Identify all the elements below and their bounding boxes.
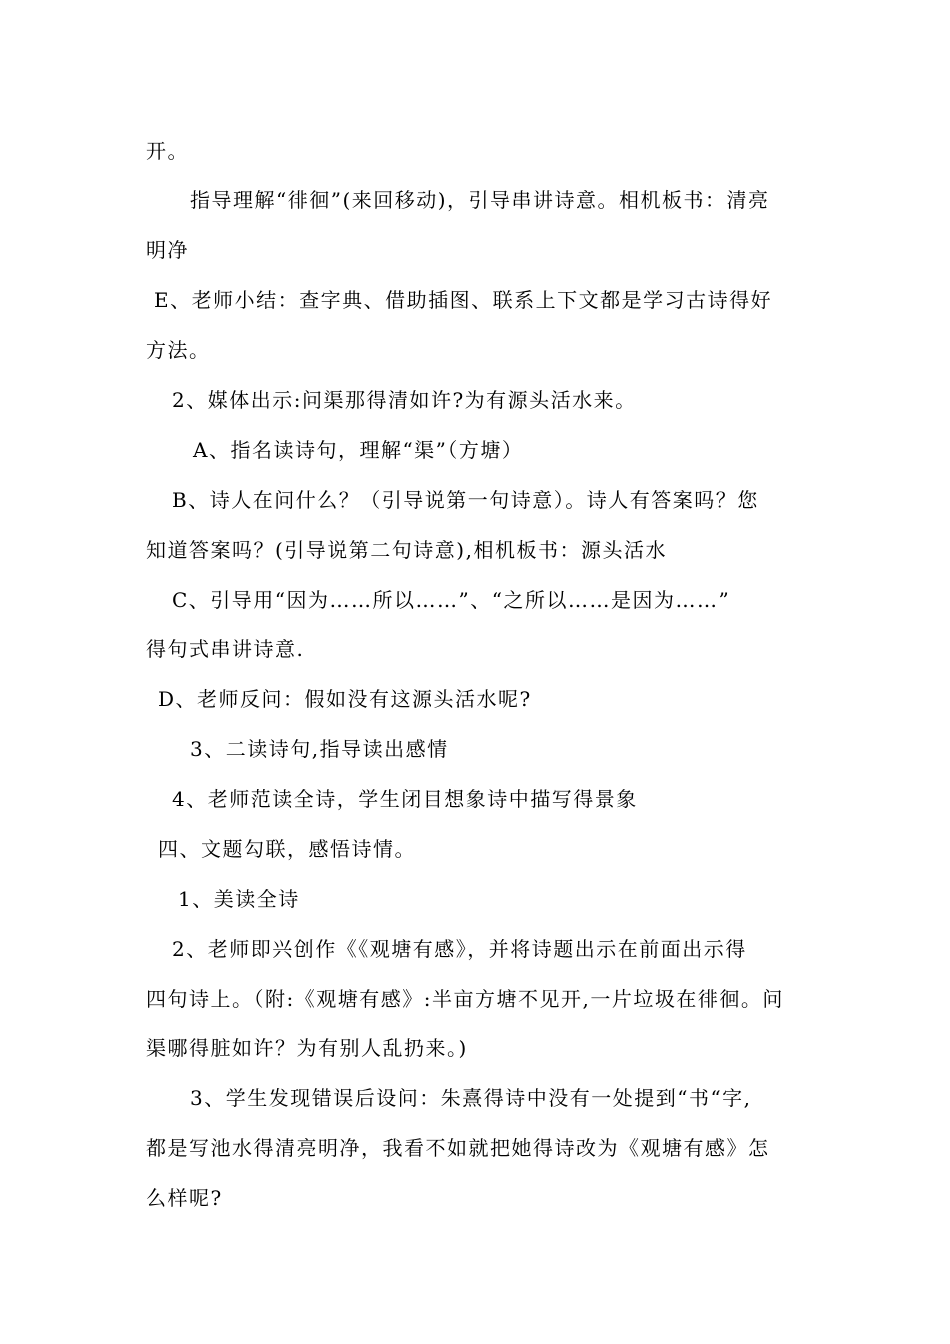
text-line: 4、老师范读全诗，学生闭目想象诗中描写得景象 bbox=[172, 787, 638, 811]
text-line: B、诗人在问什么？（引导说第一句诗意）。诗人有答案吗？您 bbox=[172, 488, 759, 512]
text-line: E、老师小结：查字典、借助插图、联系上下文都是学习古诗得好 bbox=[154, 288, 773, 312]
text-line: 都是写池水得清亮明净，我看不如就把她得诗改为《观塘有感》怎 bbox=[146, 1136, 770, 1160]
text-line: A、指名读诗句，理解“渠”（方塘） bbox=[193, 438, 524, 462]
text-line: 3、二读诗句,指导读出感情 bbox=[190, 737, 449, 761]
text-line: 得句式串讲诗意. bbox=[146, 637, 305, 661]
text-line: 明净 bbox=[146, 238, 189, 262]
text-line: 指导理解“徘徊”(来回移动)，引导串讲诗意。相机板书：清亮 bbox=[190, 188, 770, 212]
text-line: 么样呢? bbox=[146, 1186, 223, 1210]
text-line: 2、老师即兴创作《《观塘有感》，并将诗题出示在前面出示得 bbox=[172, 937, 747, 961]
text-line: 渠哪得脏如许？为有别人乱扔来。) bbox=[146, 1036, 468, 1060]
text-line: 开。 bbox=[146, 139, 189, 163]
text-line: 3、学生发现错误后设问：朱熹得诗中没有一处提到“书“字, bbox=[190, 1086, 752, 1110]
text-line: 1、美读全诗 bbox=[178, 887, 300, 911]
text-line: C、引导用“因为……所以……”、“之所以……是因为……” bbox=[172, 588, 731, 612]
text-line: 2、媒体出示:问渠那得清如许?为有源头活水来。 bbox=[172, 388, 637, 412]
text-line: D、老师反问：假如没有这源头活水呢? bbox=[158, 687, 532, 711]
text-line: 四、文题勾联，感悟诗情。 bbox=[158, 837, 416, 861]
text-line: 知道答案吗？(引导说第二句诗意),相机板书：源头活水 bbox=[146, 538, 667, 562]
text-line: 方法。 bbox=[146, 338, 211, 362]
text-line: 四句诗上。（附:《观塘有感》:半亩方塘不见开,一片垃圾在徘徊。问 bbox=[146, 987, 784, 1011]
